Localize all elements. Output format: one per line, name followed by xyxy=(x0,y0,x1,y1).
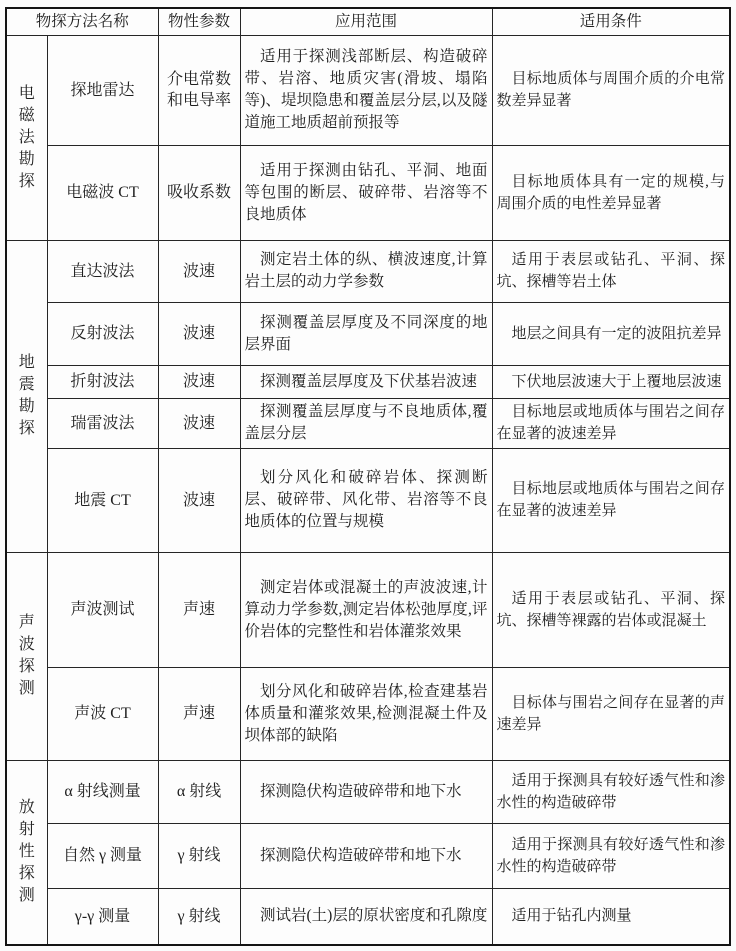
cell-method: 地震 CT xyxy=(47,448,158,552)
table-row xyxy=(6,365,730,398)
table-row xyxy=(6,667,730,760)
cell-method: 瑞雷波法 xyxy=(47,398,158,448)
cell-condition: 目标地层或地质体与围岩之间存在显著的波速差异 xyxy=(492,398,730,448)
cell-method: 直达波法 xyxy=(47,240,158,302)
group-label: 地震勘探 xyxy=(6,240,47,552)
table-row xyxy=(6,552,730,667)
cell-parameter: 介电常数和电导率 xyxy=(158,35,240,145)
cell-condition: 适用于表层或钻孔、平洞、探坑、探槽等裸露的岩体或混凝土 xyxy=(492,552,730,667)
table-row xyxy=(6,240,730,302)
cell-condition: 适用于探测具有较好透气性和渗水性的构造破碎带 xyxy=(492,760,730,823)
cell-application: 探测覆盖层厚度及下伏基岩波速 xyxy=(240,365,492,398)
geophysical-methods-table xyxy=(5,7,731,946)
header-method-name: 物探方法名称 xyxy=(6,8,158,35)
cell-method: γ-γ 测量 xyxy=(47,888,158,945)
cell-method: 声波 CT xyxy=(47,667,158,760)
cell-parameter: γ 射线 xyxy=(158,888,240,945)
group-label: 电磁法勘探 xyxy=(6,35,47,240)
cell-application: 探测隐伏构造破碎带和地下水 xyxy=(240,760,492,823)
cell-application: 测定岩土体的纵、横波速度,计算岩土层的动力学参数 xyxy=(240,240,492,302)
cell-application: 探测隐伏构造破碎带和地下水 xyxy=(240,823,492,888)
cell-condition: 适用于表层或钻孔、平洞、探坑、探槽等岩土体 xyxy=(492,240,730,302)
table-row xyxy=(6,823,730,888)
cell-parameter: 波速 xyxy=(158,398,240,448)
cell-parameter: 声速 xyxy=(158,552,240,667)
group-label: 放射性探测 xyxy=(6,760,47,945)
group-label: 声波探测 xyxy=(6,552,47,760)
header-application: 应用范围 xyxy=(240,8,492,35)
cell-condition: 地层之间具有一定的波阻抗差异 xyxy=(492,302,730,365)
cell-parameter: 声速 xyxy=(158,667,240,760)
cell-parameter: γ 射线 xyxy=(158,823,240,888)
table-row xyxy=(6,35,730,145)
cell-application: 测定岩体或混凝土的声波波速,计算动力学参数,测定岩体松弛厚度,评价岩体的完整性和岩体灌浆效果 xyxy=(240,552,492,667)
cell-condition: 适用于探测具有较好透气性和渗水性的构造破碎带 xyxy=(492,823,730,888)
cell-application: 适用于探测由钻孔、平洞、地面等包围的断层、破碎带、岩溶等不良地质体 xyxy=(240,145,492,240)
table-row xyxy=(6,888,730,945)
cell-condition: 下伏地层波速大于上覆地层波速 xyxy=(492,365,730,398)
cell-condition: 目标地质体与周围介质的介电常数差异显著 xyxy=(492,35,730,145)
cell-parameter: 波速 xyxy=(158,365,240,398)
cell-application: 划分风化和破碎岩体、探测断层、破碎带、风化带、岩溶等不良地质体的位置与规模 xyxy=(240,448,492,552)
cell-method: 自然 γ 测量 xyxy=(47,823,158,888)
cell-method: 探地雷达 xyxy=(47,35,158,145)
cell-parameter: 吸收系数 xyxy=(158,145,240,240)
cell-parameter: 波速 xyxy=(158,302,240,365)
header-parameter: 物性参数 xyxy=(158,8,240,35)
cell-method: 反射波法 xyxy=(47,302,158,365)
cell-parameter: 波速 xyxy=(158,448,240,552)
cell-condition: 目标地层或地质体与围岩之间存在显著的波速差异 xyxy=(492,448,730,552)
cell-application: 划分风化和破碎岩体,检查建基岩体质量和灌浆效果,检测混凝土件及坝体部的缺陷 xyxy=(240,667,492,760)
header-condition: 适用条件 xyxy=(492,8,730,35)
cell-method: α 射线测量 xyxy=(47,760,158,823)
cell-application: 适用于探测浅部断层、构造破碎带、岩溶、地质灾害(滑坡、塌陷等)、堤坝隐患和覆盖层分层,以及隧道施工地质超前预报等 xyxy=(240,35,492,145)
cell-application: 探测覆盖层厚度与不良地质体,覆盖层分层 xyxy=(240,398,492,448)
table-row xyxy=(6,398,730,448)
table-row xyxy=(6,760,730,823)
table-body xyxy=(6,35,730,945)
cell-parameter: 波速 xyxy=(158,240,240,302)
cell-application: 探测覆盖层厚度及不同深度的地层界面 xyxy=(240,302,492,365)
cell-parameter: α 射线 xyxy=(158,760,240,823)
cell-method: 声波测试 xyxy=(47,552,158,667)
cell-condition: 目标体与围岩之间存在显著的声速差异 xyxy=(492,667,730,760)
cell-condition: 适用于钻孔内测量 xyxy=(492,888,730,945)
cell-application: 测试岩(土)层的原状密度和孔隙度 xyxy=(240,888,492,945)
cell-method: 折射波法 xyxy=(47,365,158,398)
table-row xyxy=(6,448,730,552)
table-row xyxy=(6,145,730,240)
cell-condition: 目标地质体具有一定的规模,与周围介质的电性差异显著 xyxy=(492,145,730,240)
cell-method: 电磁波 CT xyxy=(47,145,158,240)
header-row xyxy=(6,8,730,35)
table-row xyxy=(6,302,730,365)
